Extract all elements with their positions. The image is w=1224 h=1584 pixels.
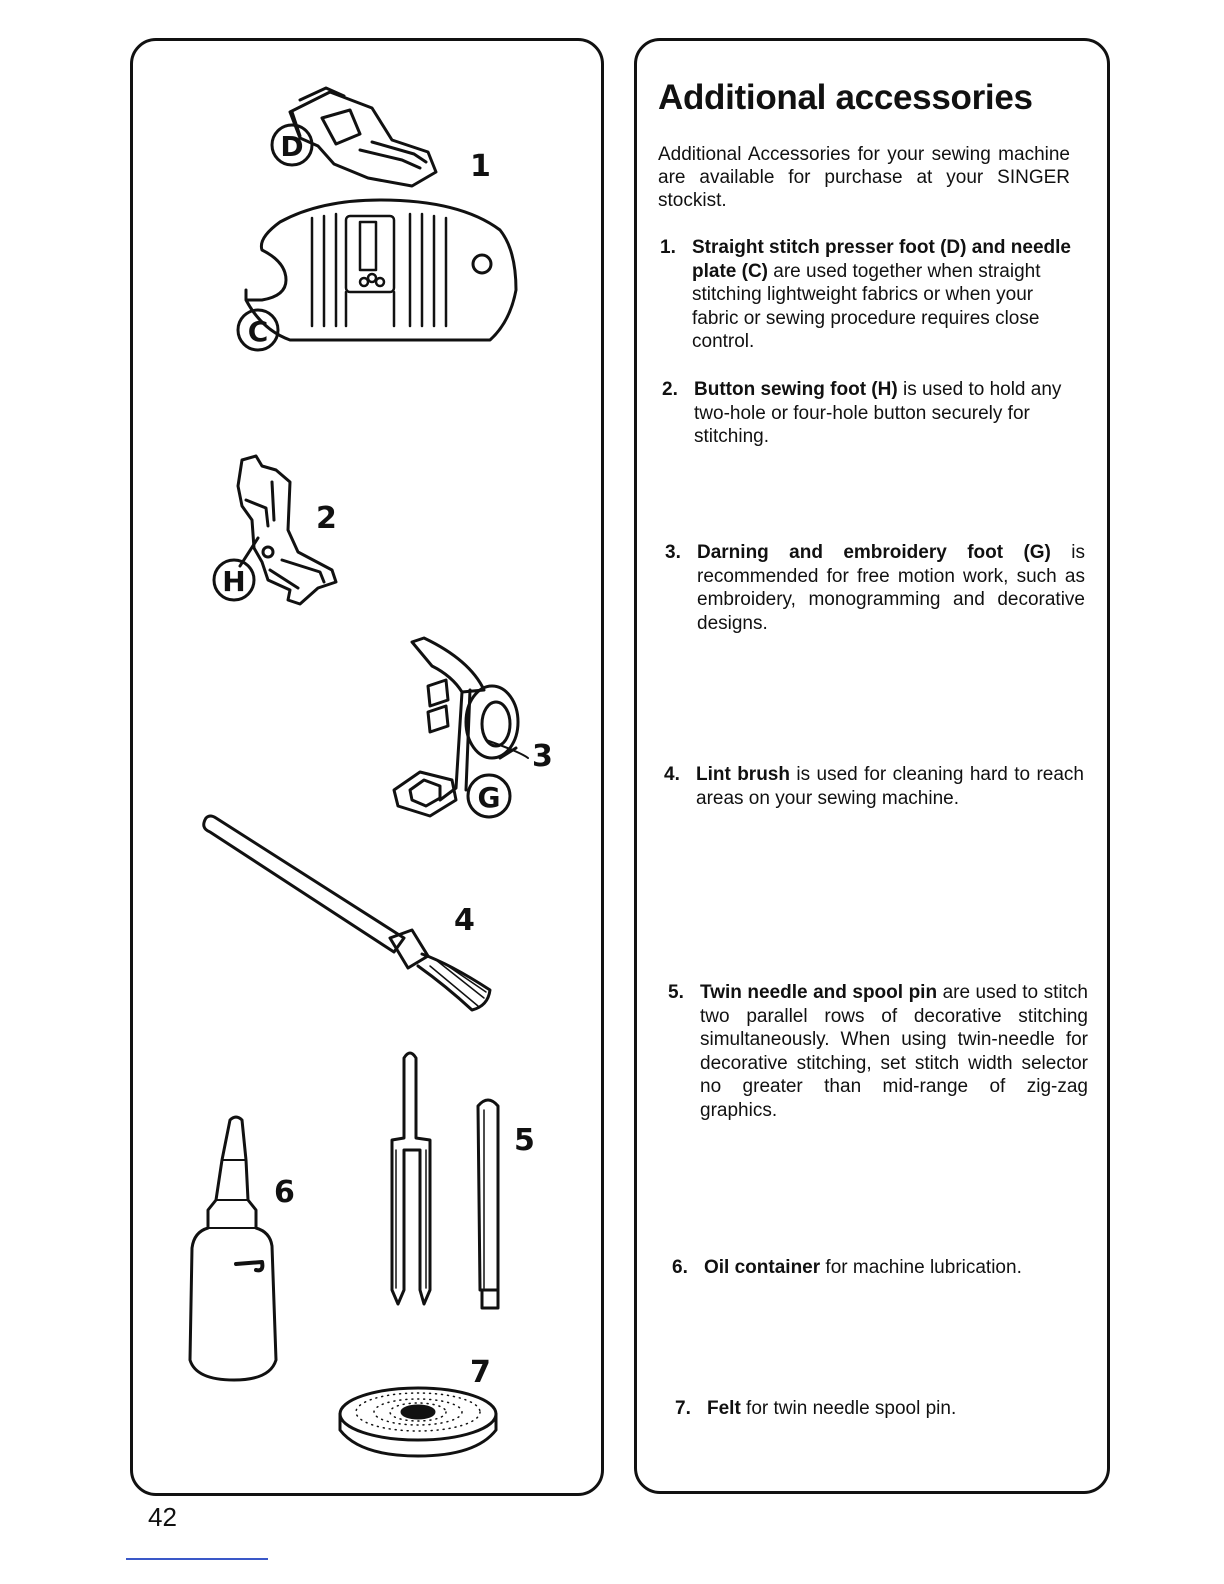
- list-item: [668, 981, 1088, 1122]
- item-number: 7.: [675, 1398, 691, 1419]
- callout-6: 6: [274, 1175, 295, 1210]
- footer-rule: [126, 1558, 268, 1560]
- item-text: is used to hold any two-hole or four-hole button securely for stitching.: [694, 379, 1062, 447]
- item-number: 1.: [660, 237, 676, 258]
- item-text: is recommended for free motion work, such as embroidery, monogramming and decorative designs.: [697, 542, 1085, 634]
- item-number: 2.: [662, 379, 678, 400]
- item-number: 5.: [668, 982, 684, 1003]
- letter-g: G: [477, 781, 501, 814]
- letter-h: H: [222, 565, 246, 598]
- item-term: Lint brush: [696, 764, 790, 785]
- spool-pin-drawing: [478, 1100, 498, 1308]
- intro-paragraph: Additional Accessories for your sewing machine are available for purchase at your SINGER stockist.: [658, 144, 1070, 211]
- item-term: Straight stitch presser foot (D) and needle plate (C): [692, 237, 1071, 282]
- oil-container-drawing: [190, 1117, 276, 1380]
- callout-2: 2: [316, 501, 337, 536]
- twin-needle-drawing: [392, 1053, 430, 1304]
- list-item: [675, 1397, 1095, 1421]
- list-item: [664, 763, 1084, 810]
- callout-3: 3: [532, 739, 553, 774]
- item-term: Button sewing foot (H): [694, 379, 898, 400]
- needle-plate-drawing: [246, 200, 516, 340]
- item-number: 4.: [664, 764, 680, 785]
- item-term: Twin needle and spool pin: [700, 982, 938, 1003]
- item-term: Felt: [707, 1398, 741, 1419]
- item-text: for machine lubrication.: [820, 1257, 1022, 1278]
- list-item: [660, 236, 1080, 354]
- list-item: [672, 1256, 1092, 1280]
- page-number: 42: [148, 1502, 177, 1532]
- list-item: [662, 378, 1082, 449]
- callout-5: 5: [514, 1123, 535, 1158]
- felt-drawing: [340, 1388, 496, 1456]
- lint-brush-drawing: [204, 816, 490, 1010]
- item-number: 6.: [672, 1257, 688, 1278]
- page-title: Additional accessories: [658, 78, 1033, 117]
- callout-1: 1: [470, 149, 491, 184]
- letter-d: D: [280, 130, 304, 163]
- callout-4: 4: [454, 903, 475, 938]
- list-item: [665, 541, 1085, 635]
- item-text: are used together when straight stitching lightweight fabrics or when your fabric or sewing procedure requires close control.: [692, 260, 1041, 352]
- item-term: Oil container: [704, 1257, 821, 1278]
- item-text: is used for cleaning hard to reach areas on your sewing machine.: [696, 764, 1084, 809]
- item-term: Darning and embroidery foot (G): [697, 542, 1051, 563]
- item-text: for twin needle spool pin.: [740, 1398, 957, 1419]
- callout-7: 7: [470, 1355, 491, 1390]
- item-number: 3.: [665, 542, 681, 563]
- item-text: are used to stitch two parallel rows of decorative stitching simultaneously. When using twin-needle for decorative stitching, set stitch width selector no greater than mid-range of zig-zag graphics.: [700, 982, 1088, 1121]
- letter-c: C: [247, 315, 269, 348]
